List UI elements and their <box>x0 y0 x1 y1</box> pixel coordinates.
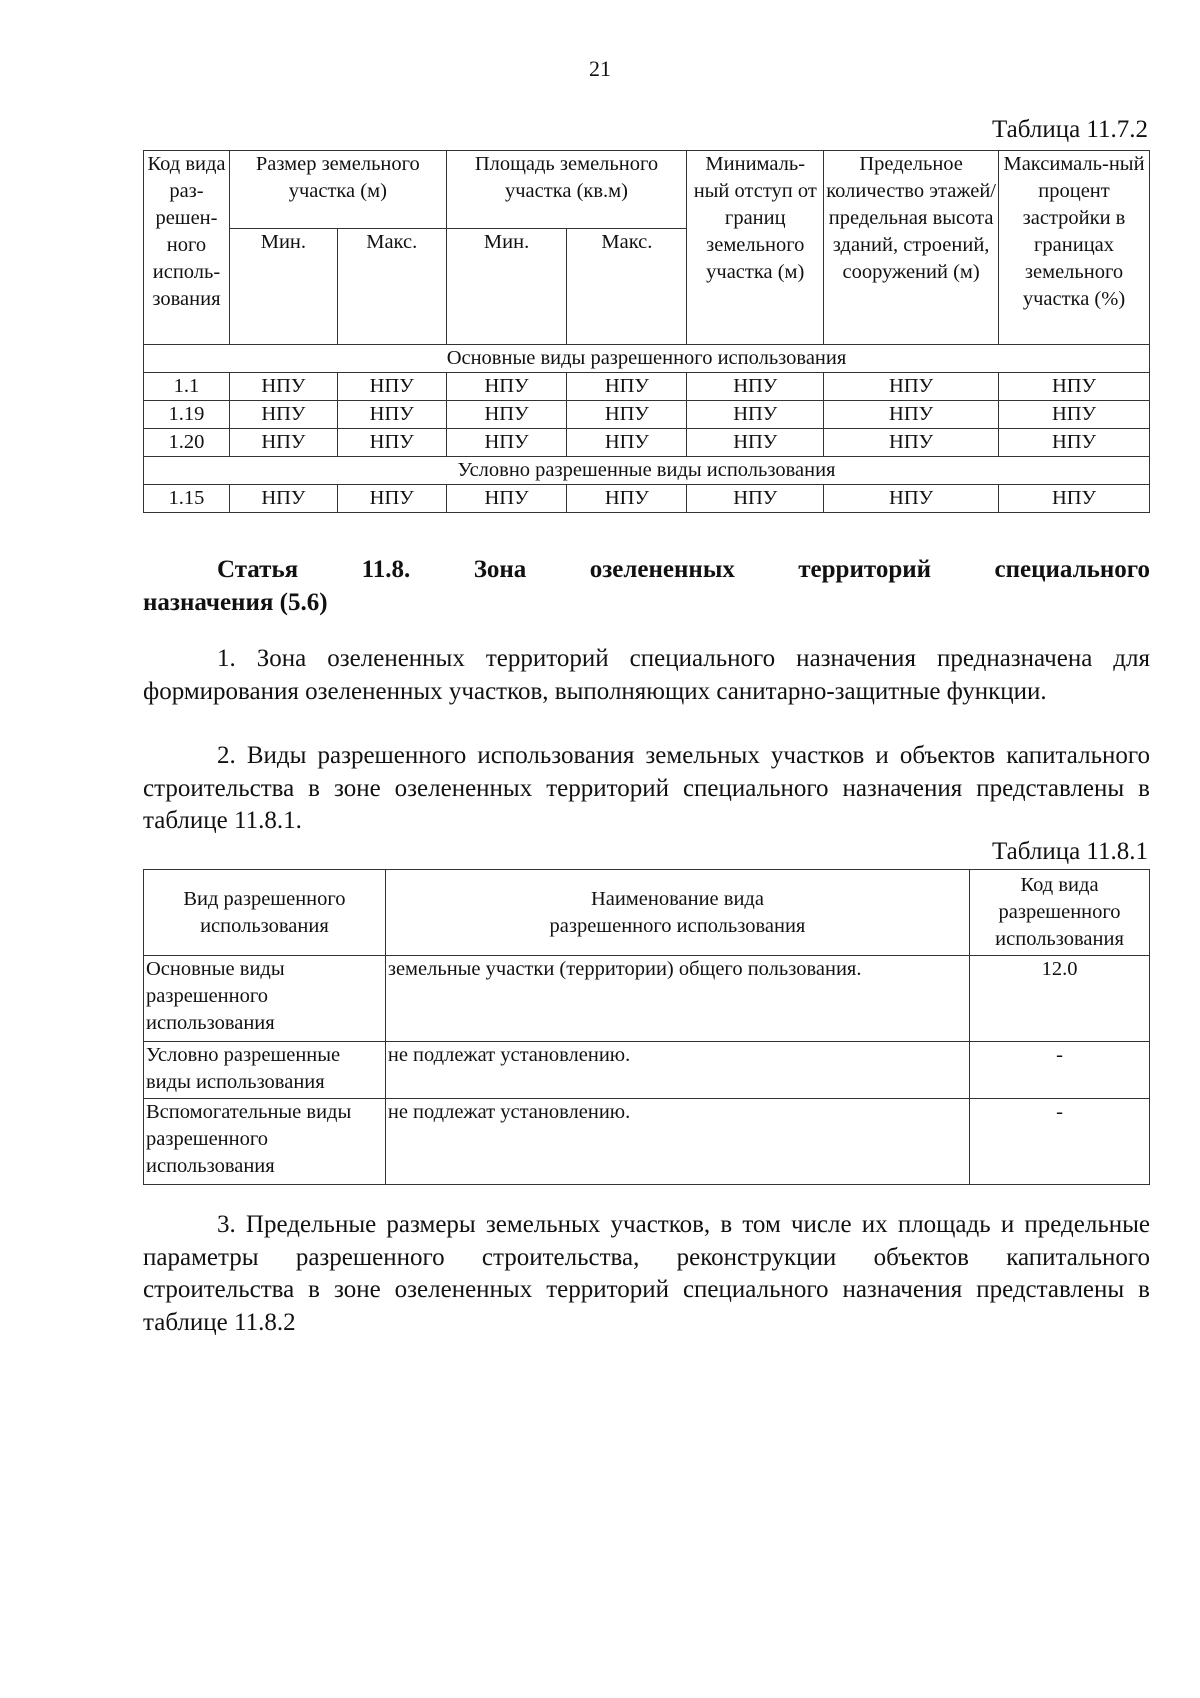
cell-name: не подлежат установлению. <box>385 1042 969 1099</box>
cell: НПУ <box>999 485 1150 513</box>
header-area-min: Мин. <box>446 229 567 345</box>
cell: НПУ <box>824 429 999 457</box>
header-name-line1: Наименование вида <box>590 887 764 910</box>
cell: НПУ <box>687 429 824 457</box>
header-size-min: Мин. <box>229 229 337 345</box>
table-row <box>144 956 1150 1042</box>
cell: НПУ <box>567 373 687 401</box>
cell: НПУ <box>999 373 1150 401</box>
paragraph-2: 2. Виды разрешенного использования земельных участков и объектов капитального строительства в зоне озелененных территорий специального назначения представлены в таблице 11.8.1. <box>143 742 1150 834</box>
header-size-max: Макс. <box>337 229 446 345</box>
heading-word: специального <box>994 556 1150 583</box>
table-row <box>144 1099 1150 1185</box>
cell-code: - <box>970 1099 1150 1185</box>
cell: НПУ <box>337 429 446 457</box>
cell: НПУ <box>446 485 567 513</box>
cell: НПУ <box>567 485 687 513</box>
paragraph-1: 1. Зона озелененных территорий специального назначения предназначена для формирования озелененных участков, выполняющих санитарно-защитные функции. <box>143 645 1150 705</box>
header-name <box>385 870 969 956</box>
cell: НПУ <box>337 373 446 401</box>
cell: НПУ <box>999 401 1150 429</box>
header-area-max: Макс. <box>567 229 687 345</box>
cell: 1.15 <box>144 485 230 513</box>
heading-word: Статья <box>217 556 299 583</box>
page-number: 21 <box>589 56 611 81</box>
table-caption: Таблица 11.7.2 <box>992 116 1148 143</box>
table-row <box>144 485 1150 513</box>
cell: НПУ <box>999 429 1150 457</box>
cell-code: - <box>970 1042 1150 1099</box>
cell: НПУ <box>567 429 687 457</box>
table-row <box>144 429 1150 457</box>
cell: НПУ <box>824 373 999 401</box>
heading-line2: назначения (5.6) <box>143 589 328 616</box>
table-caption: Таблица 11.8.1 <box>992 838 1148 865</box>
cell-type: Условно разрешенные виды использования <box>144 1042 386 1099</box>
table-row <box>144 373 1150 401</box>
cell: НПУ <box>567 401 687 429</box>
cell-type: Вспомогательные виды разрешенного использования <box>144 1099 386 1185</box>
cell: НПУ <box>687 373 824 401</box>
heading-word: 11.8. <box>361 556 411 583</box>
permitted-use-table <box>143 869 1150 1185</box>
cell-name: не подлежат установлению. <box>385 1099 969 1185</box>
header-indent: Минималь-ный отступ от границ земельного участка (м) <box>687 151 824 345</box>
section-main: Основные виды разрешенного использования <box>144 345 1150 373</box>
cell: НПУ <box>337 485 446 513</box>
header-size: Размер земельного участка (м) <box>229 151 446 229</box>
cell-code: 12.0 <box>970 956 1150 1042</box>
cell: НПУ <box>229 429 337 457</box>
cell: НПУ <box>687 401 824 429</box>
header-type: Вид разрешенного использования <box>144 870 386 956</box>
header-code: Код вида раз-решен-ного исполь-зования <box>144 151 230 345</box>
heading-word: Зона <box>473 556 527 583</box>
cell: 1.19 <box>144 401 230 429</box>
article-heading <box>143 553 1150 619</box>
cell: НПУ <box>446 373 567 401</box>
cell: НПУ <box>446 401 567 429</box>
header-area: Площадь земельного участка (кв.м) <box>446 151 687 229</box>
cell: 1.1 <box>144 373 230 401</box>
cell-name: земельные участки (территории) общего пользования. <box>385 956 969 1042</box>
section-conditional: Условно разрешенные виды использования <box>144 457 1150 485</box>
cell: НПУ <box>229 373 337 401</box>
table-row <box>144 401 1150 429</box>
cell: НПУ <box>229 485 337 513</box>
header-code: Код вида разрешенного использования <box>970 870 1150 956</box>
cell-type: Основные виды разрешенного использования <box>144 956 386 1042</box>
cell: НПУ <box>824 485 999 513</box>
cell: 1.20 <box>144 429 230 457</box>
cell: НПУ <box>337 401 446 429</box>
cell: НПУ <box>687 485 824 513</box>
zone-parameters-table <box>143 150 1150 513</box>
header-floors: Предельное количество этажей/ предельная высота зданий, строений, сооружений (м) <box>824 151 999 345</box>
header-coverage: Максималь-ный процент застройки в границах земельного участка (%) <box>999 151 1150 345</box>
cell: НПУ <box>229 401 337 429</box>
cell: НПУ <box>824 401 999 429</box>
heading-word: территорий <box>798 556 932 583</box>
header-name-line2: разрешенного использования <box>549 914 806 937</box>
cell: НПУ <box>446 429 567 457</box>
paragraph-3: 3. Предельные размеры земельных участков, в том числе их площадь и предельные параметры разрешенного строительства, реконструкции объектов капитального строительства в зоне озелененных территорий специального назначения представлены в таблице 11.8.2 <box>143 1211 1150 1336</box>
heading-word: озелененных <box>589 556 735 583</box>
table-row <box>144 1042 1150 1099</box>
